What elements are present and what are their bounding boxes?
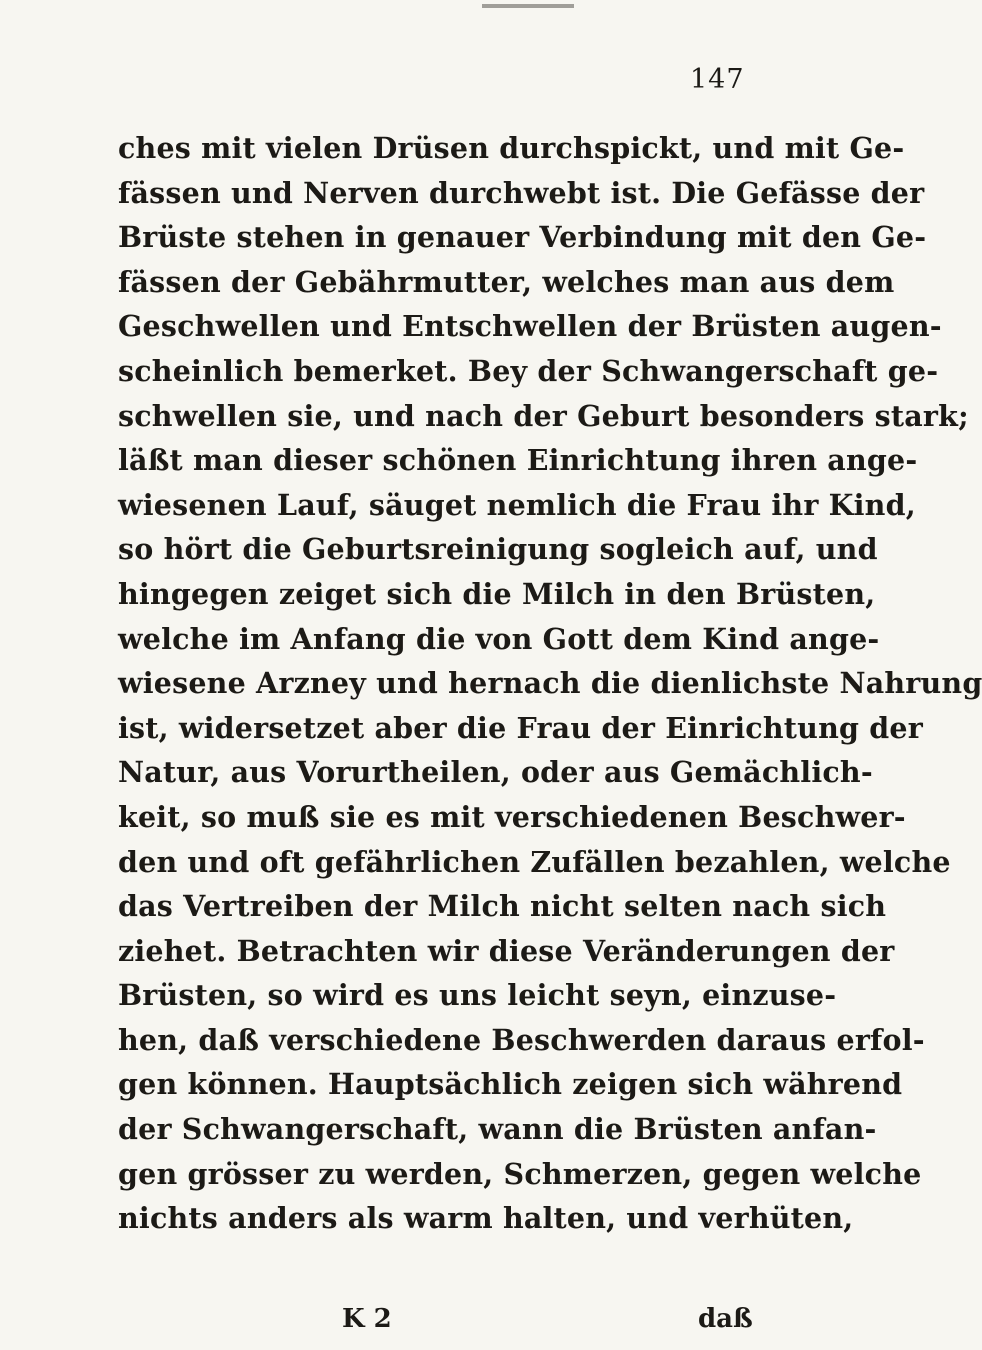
text-line: keit, so muß sie es mit verschiedenen Beschwer- [118,799,906,834]
text-line: Geschwellen und Entschwellen der Brüsten augen- [118,309,942,344]
text-line: Brüste stehen in genauer Verbindung mit den Ge- [118,220,927,255]
text-line: welche im Anfang die von Gott dem Kind ange- [118,621,880,656]
text-line: Brüsten, so wird es uns leicht seyn, einzuse- [118,978,837,1013]
text-line: der Schwangerschaft, wann die Brüsten anfan- [118,1112,877,1147]
signature-mark: K 2 [342,1304,392,1334]
text-line: wiesene Arzney und hernach die dienlichste Nahrung [118,666,982,701]
text-line: fässen und Nerven durchwebt ist. Die Gefässe der [118,175,925,210]
catchword: daß [698,1304,753,1334]
text-line: nichts anders als warm halten, und verhüten, [118,1201,854,1236]
text-line: gen können. Hauptsächlich zeigen sich während [118,1067,903,1102]
text-line: so hört die Geburtsreinigung sogleich auf, und [118,532,878,567]
page-footer [118,1304,758,1340]
text-line: wiesenen Lauf, säuget nemlich die Frau ihr Kind, [118,487,916,522]
text-line: ches mit vielen Drüsen durchspickt, und mit Ge- [118,131,905,165]
top-edge-mark [482,4,574,8]
text-line: fässen der Gebährmutter, welches man aus dem [118,264,895,299]
text-line: gen grösser zu werden, Schmerzen, gegen welche [118,1156,922,1191]
text-line: scheinlich bemerket. Bey der Schwangerschaft ge- [118,353,939,388]
body-text [118,126,982,1241]
text-line: ist, widersetzet aber die Frau der Einrichtung der [118,710,923,745]
text-line: den und oft gefährlichen Zufällen bezahlen, welche [118,844,951,879]
page-number: 147 [690,64,745,95]
text-line: Natur, aus Vorurtheilen, oder aus Gemächlich- [118,755,873,790]
text-line: schwellen sie, und nach der Geburt besonders stark; [118,398,969,433]
text-line: hingegen zeiget sich die Milch in den Brüsten, [118,576,876,611]
text-line: hen, daß verschiedene Beschwerden daraus erfol- [118,1022,925,1057]
text-line: läßt man dieser schönen Einrichtung ihren ange- [118,443,918,478]
text-line: ziehet. Betrachten wir diese Veränderungen der [118,933,895,968]
text-line: das Vertreiben der Milch nicht selten nach sich [118,889,887,924]
